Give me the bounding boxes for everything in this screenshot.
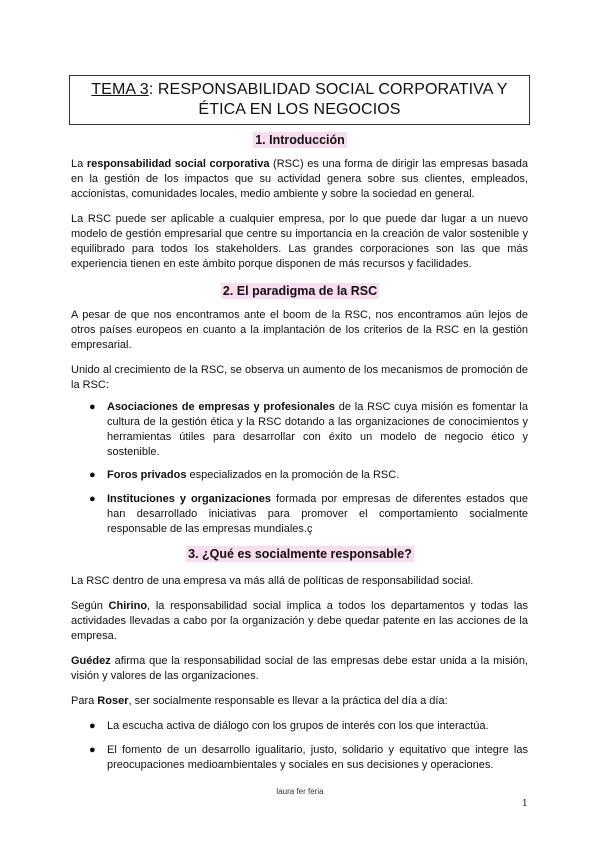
title-sep: : — [148, 81, 158, 98]
bullet-icon: ● — [89, 469, 96, 481]
document-title — [69, 75, 530, 125]
paragraph: Unido al crecimiento de la RSC, se observa un aumento de los mecanismos de promoción de la RSC: — [71, 364, 528, 391]
paragraph: Según Chirino, la responsabilidad social implica a todos los departamentos y todas las actividades llevadas a cabo por la organización y debe quedar patente en las acciones de la empresa. — [71, 600, 528, 642]
section-heading-2: 2. El paradigma de la RSC — [222, 284, 378, 298]
bullet-icon: ● — [89, 720, 96, 732]
list-item: El fomento de un desarrollo igualitario, justo, solidario y equitativo que integre las preocupaciones medioambientales y sociales en sus decisiones y operaciones. — [107, 744, 528, 771]
list-item: La escucha activa de diálogo con los grupos de interés con los que interactúa. — [107, 720, 489, 732]
title-line2: ÉTICA EN LOS NEGOCIOS — [198, 101, 401, 118]
paragraph: La RSC dentro de una empresa va más allá de políticas de responsabilidad social. — [71, 575, 474, 587]
footer-author: laura fer feria — [276, 787, 324, 796]
list-item: Instituciones y organizaciones formada por empresas de diferentes estados que han desarrollado iniciativas para promover el comportamiento socialmente responsable de las empresas mundiales.ç — [107, 493, 528, 535]
list-item: Foros privados especializados en la promoción de la RSC. — [107, 469, 400, 481]
bullet-icon: ● — [89, 744, 96, 756]
paragraph: Para Roser, ser socialmente responsable es llevar a la práctica del día a día: — [71, 695, 448, 707]
paragraph: A pesar de que nos encontramos ante el boom de la RSC, nos encontramos aún lejos de otros países europeos en cuanto a la implantación de los criterios de la RSC en la gestión empresarial. — [71, 309, 528, 351]
title-tema: TEMA 3 — [91, 81, 149, 98]
paragraph: La responsabilidad social corporativa (RSC) es una forma de dirigir las empresas basada en la gestión de los impactos que su actividad genera sobre sus clientes, empleados, accionistas, comunidades locales, medio ambiente y sobre la sociedad en general. — [71, 158, 528, 200]
paragraph: La RSC puede ser aplicable a cualquier empresa, por lo que puede dar lugar a un nuevo modelo de gestión empresarial que centre su importancia en la creación de valor sostenible y equilibrado para todos los stakeholders. Las grandes corporaciones son las que más experiencia tienen en este ámbito porque disponen de más recursos y facilidades. — [71, 213, 528, 270]
title-line1: RESPONSABILIDAD SOCIAL CORPORATIVA Y — [157, 81, 508, 98]
bullet-icon: ● — [89, 493, 96, 505]
paragraph: Guédez afirma que la responsabilidad social de las empresas debe estar unida a la misión, visión y valores de las organizaciones. — [71, 655, 528, 682]
section-heading-1: 1. Introducción — [255, 133, 345, 147]
section-heading-3: 3. ¿Qué es socialmente responsable? — [188, 547, 412, 561]
bullet-icon: ● — [89, 401, 96, 413]
list-item: Asociaciones de empresas y profesionales de la RSC cuya misión es fomentar la cultura de la gestión ética y la RSC dotando a las organizaciones de conocimientos y herramientas útiles para desarrollar con éxito un modelo de negocio ético y sostenible. — [107, 401, 528, 458]
page-number: 1 — [522, 799, 528, 809]
